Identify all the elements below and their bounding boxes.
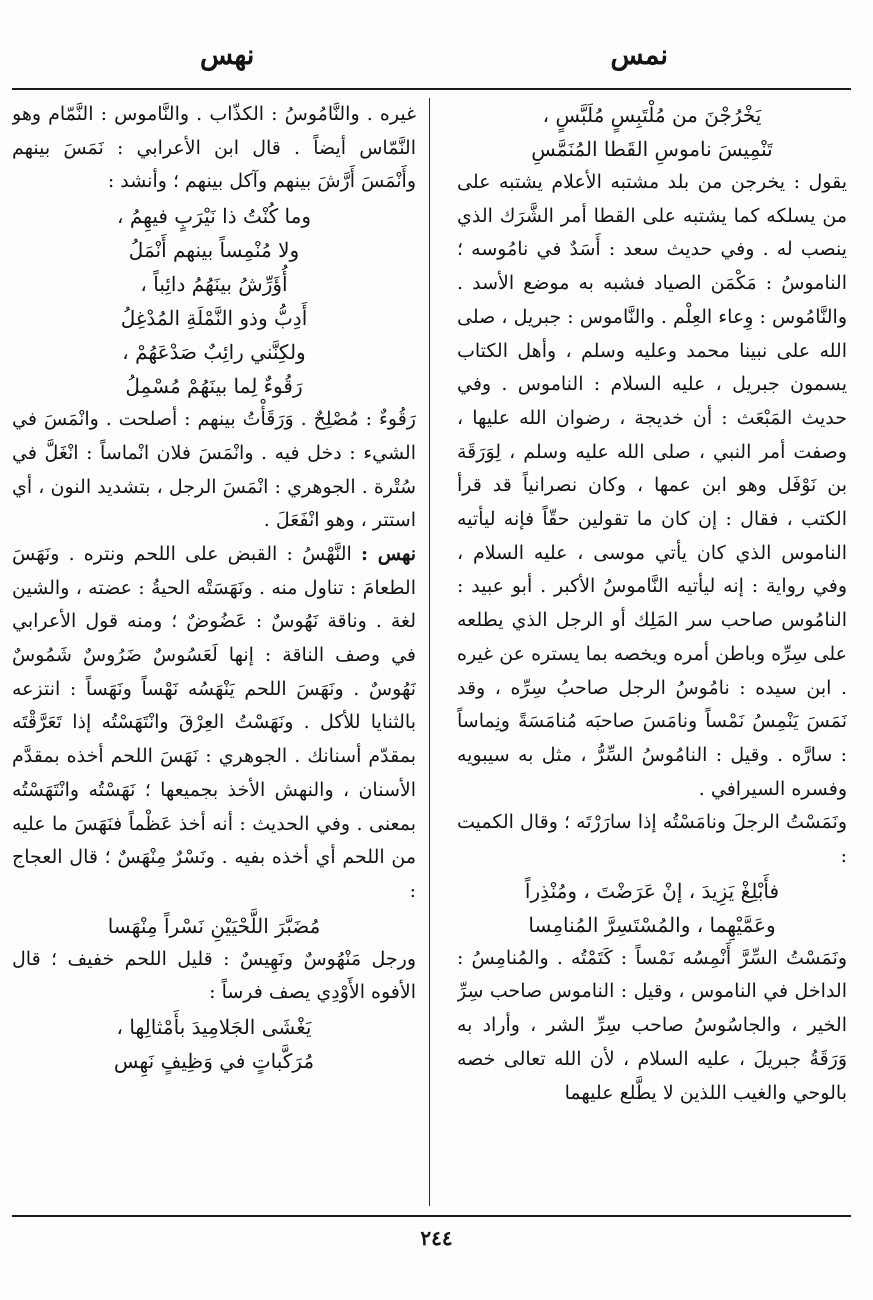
entry-paragraph (12, 538, 416, 909)
column-divider (429, 98, 430, 1206)
verse-line: يَغْشَى الجَلامِيدَ بأَمْثالِها ، (116, 1015, 312, 1040)
page-number: ٢٤٤ (420, 1226, 453, 1250)
verse-line: رَقُوءٌ لِما بينَهُمْ مُسْمِلُ (125, 374, 303, 399)
entry-paragraph: ونَمَسْتُ الرجلَ ونامَسْتُه إذا سارَرْتَه ؛ وقال الكميت : (457, 811, 847, 868)
entry-text: النَّهْسُ : القبض على اللحم ونتره . ونَهَسَ الطعامَ : تناول منه . ونَهَسَتْه الحيةُ : عضته ، والشين لغة . وناقة نَهُوسٌ : عَضُوضٌ ؛ ومنه قول الأعرابي في وصف الناقة : إنها لَعَسُوسٌ ضَرُوسٌ شَمُوسٌ نَهُوسٌ . ونَهَسَ اللحم يَنْهَسُه نَهْساً ونَهَساً : انتزعه بالثنايا للأكل . ونَهَسْتُ العِرْقَ وانْتَهَسْتُه إذا تَعَرَّقْتَه بمقدّم أسنانك . الجوهري : نَهَسَ اللحم أخذه بمقدَّم الأسنان ، والنهش الأخذ بجميعها ؛ نَهَسْتُه وانْتَهَسْتُه بمعنى . وفي الحديث : أنه أخذ عَظْماً فنَهَسَ ما عليه من اللحم أي أخذه بفيه . ونَسْرٌ مِنْهَسٌ ؛ قال العجاج : (12, 542, 416, 902)
verse-line: فأَبْلِغْ يَزِيدَ ، إنْ عَرَضْتَ ، ومُنْذِراً (524, 878, 780, 903)
verse-line: تَنْمِيسَ ناموسِ القَطا المُنَمَّسِ (531, 137, 773, 161)
verse-line: يَخْرُجْنَ من مُلْتَبِسٍ مُلَبَّسٍ ، (542, 103, 762, 127)
entry-headword: نهس : (360, 542, 416, 565)
entry-paragraph: رَقُوءٌ : مُصْلِحٌ . وَرَقَأْتُ بينهم : أصلحت . وانْمَسَ في الشيء : دخل فيه . وانْمَسَ فلان انْماساً : انْغَلَّ في سُتْرة . الجوهري : انْمَسَ الرجل ، بتشديد النون ، أي استتر ، وهو انْفَعَلَ . (12, 408, 416, 532)
entry-paragraph: يقول : يخرجن من بلد مشتبه الأعلام يشتبه على من يسلكه كما يشتبه على القطا أمر الشَّرَك الذي ينصب له . وفي حديث سعد : أَسَدٌ في نامُوسه ؛ الناموسُ : مَكْمَن الصياد فشبه به موضع الأسد . والنَّامُوس : وِعاء العِلْم . والنَّاموس : جبريل ، صلى الله على نبينا محمد وعليه وسلم ، وأهل الكتاب يسمون جبريل ، عليه السلام : الناموس . وفي حديث المَبْعَث : أن خديجة ، رضوان الله عليها ، وصفت أمر النبي ، صلى الله عليه وسلم ، لِوَرَقَة بن نَوْفَل وهو ابن عمها ، وكان نصرانياً قد قرأ الكتب ، فقال : إن كان ما تقولين حقّاً فإنه ليأتيه الناموس الذي كان يأتي موسى ، عليه السلام ، وفي رواية : إنه ليأتيه النَّاموسُ الأكبر . أبو عبيد : النامُوس صاحب سر المَلِك أو الرجل الذي يطلعه على سِرِّه وباطن أمره ويخصه بما يستره عن غيره . ابن سيده : نامُوسُ الرجل صاحبُ سِرِّه ، وقد نَمَسَ يَنْمِسُ نَمْساً ونامَسَ صاحبَه مُنامَسَةً ونِماساً : سارَّه . وقيل : النامُوسُ السِّرُّ ، مثل به سيبويه وفسره السيرافي . (457, 171, 847, 800)
verse-line: مُضَبَّرَ اللَّحْيَيْنِ نَسْراً مِنْهَسا (107, 913, 321, 938)
entry-paragraph: ونَمَسْتُ السِّرَّ أَنْمِسُه نَمْساً : كَتَمْتُه . والمُنامِسُ : الداخل في الناموس ، وقيل : الناموس صاحب سِرِّ الخير ، والجاسُوسُ صاحب سِرِّ الشر ، وأراد به وَرَقَةُ جبريلَ ، عليه السلام ، لأن الله تعالى خصه بالوحي والغيب اللذين لا يطَّلع عليهما (457, 946, 847, 1104)
bottom-rule (12, 1215, 851, 1217)
top-rule (12, 88, 851, 90)
right-column (457, 98, 847, 1208)
running-head-left: نهس (200, 40, 255, 71)
verse-line: وما كُنْتُ ذا نَيْرَبٍ فيهِمُ ، (117, 204, 311, 229)
verse-line: أَدِبُّ وذو النَّمْلَةِ المُدْغِلُ (120, 306, 308, 331)
verse-line: ولكِنَّني رائِبٌ صَدْعَهُمْ ، (122, 340, 306, 365)
verse-line: أُؤَرِّشُ بينَهُمُ دائِباً ، (140, 272, 288, 297)
running-head-right: نمس (610, 40, 668, 71)
left-column (12, 98, 416, 1208)
entry-paragraph: غيره . والنَّامُوسُ : الكذّاب . والنَّاموس : النَّمّام وهو النَّمّاس أيضاً . قال ابن الأعرابي : نَمَسَ بينهم وأَنْمَسَ أَرَّشَ بينهم وآكل بينهم ؛ وأنشد : (12, 103, 416, 193)
verse-line: ولا مُنْمِساً بينهم أَنْمَلُ (128, 238, 300, 263)
entry-paragraph: ورجل مَنْهُوسٌ ونَهِيسٌ : قليل اللحم خفيف ؛ قال الأفوه الأَوْدِي يصف فرساً : (12, 947, 416, 1004)
verse-line: مُرَكَّباتٍ في وَظِيفٍ نَهِس (113, 1049, 315, 1074)
verse-line: وعَمَّيْهِما ، والمُسْتَسِرَّ المُنامِسا (528, 912, 776, 937)
